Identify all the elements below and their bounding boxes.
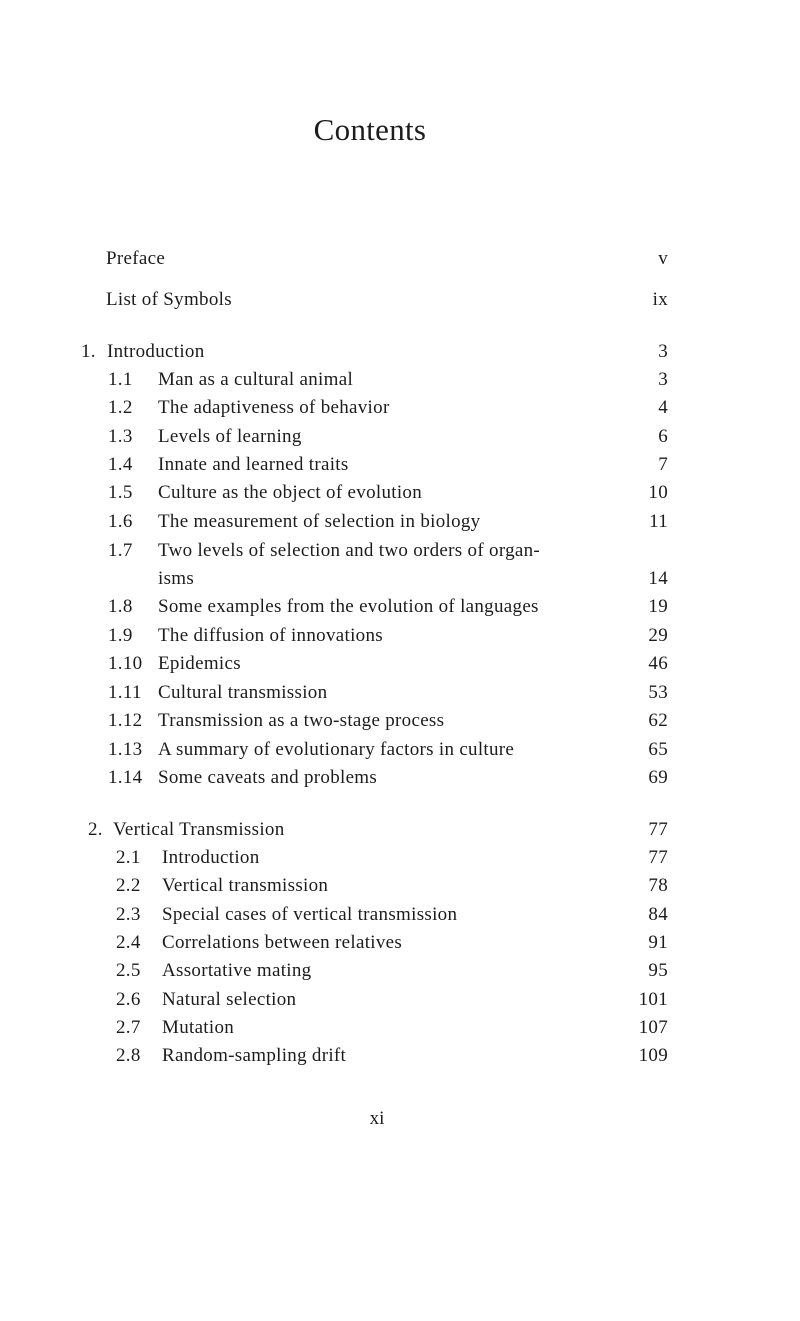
toc-page-number: 78 — [648, 875, 668, 896]
chapter-number: 2. — [88, 819, 103, 840]
section-number: 1.12 — [108, 710, 143, 731]
section-number: 2.8 — [116, 1045, 141, 1066]
toc-section-1-13[interactable] — [0, 736, 800, 764]
toc-section-1-2[interactable] — [0, 394, 800, 422]
toc-page-number: 7 — [658, 454, 668, 475]
section-number: 1.2 — [108, 397, 133, 418]
toc-section-1-6[interactable] — [0, 508, 800, 536]
toc-page-number: 53 — [648, 682, 668, 703]
section-title: Two levels of selection and two orders of organ- — [158, 540, 541, 561]
section-number: 1.7 — [108, 540, 133, 561]
section-number: 2.5 — [116, 960, 141, 981]
toc-page-number: 109 — [638, 1045, 668, 1066]
toc-section-1-9[interactable] — [0, 622, 800, 650]
toc-page-number: 19 — [648, 596, 668, 617]
toc-page-number: 3 — [658, 341, 668, 362]
section-title: The diffusion of innovations — [158, 625, 383, 646]
section-title: Innate and learned traits — [158, 454, 349, 475]
toc-entry-list-of-symbols[interactable] — [0, 286, 800, 314]
section-title: Some examples from the evolution of languages — [158, 596, 539, 617]
toc-page-number: 3 — [658, 369, 668, 390]
toc-page-number: 10 — [648, 482, 668, 503]
toc-page-number: 4 — [658, 397, 668, 418]
section-number: 1.11 — [108, 682, 142, 703]
section-title: The adaptiveness of behavior — [158, 397, 390, 418]
section-title: Assortative mating — [162, 960, 312, 981]
toc-section-1-5[interactable] — [0, 479, 800, 507]
toc-page-number: 69 — [648, 767, 668, 788]
toc-page-number: ix — [652, 289, 668, 310]
toc-section-1-1[interactable] — [0, 366, 800, 394]
section-title: Epidemics — [158, 653, 241, 674]
toc-page-number: 84 — [648, 904, 668, 925]
toc-section-2-7[interactable] — [0, 1014, 800, 1042]
section-title: Introduction — [162, 847, 260, 868]
section-title: Man as a cultural animal — [158, 369, 354, 390]
toc-page-number: 62 — [648, 710, 668, 731]
toc-section-1-11[interactable] — [0, 679, 800, 707]
toc-section-2-1[interactable] — [0, 844, 800, 872]
folio-page-number: xi — [369, 1108, 385, 1129]
toc-page-number: 65 — [648, 739, 668, 760]
chapter-title: Vertical Transmission — [113, 819, 285, 840]
toc-section-2-4[interactable] — [0, 929, 800, 957]
toc-section-2-5[interactable] — [0, 957, 800, 985]
section-number: 1.5 — [108, 482, 133, 503]
toc-section-1-7-continued[interactable] — [0, 565, 800, 593]
toc-section-1-14[interactable] — [0, 764, 800, 792]
section-title-continuation: isms — [158, 568, 195, 589]
section-number: 2.6 — [116, 989, 141, 1010]
toc-section-2-8[interactable] — [0, 1042, 800, 1070]
toc-section-2-6[interactable] — [0, 986, 800, 1014]
page-title: Contents — [313, 112, 427, 147]
section-title: Correlations between relatives — [162, 932, 403, 953]
toc-section-1-8[interactable] — [0, 593, 800, 621]
toc-section-1-4[interactable] — [0, 451, 800, 479]
chapter-number: 1. — [81, 341, 96, 362]
section-title: Some caveats and problems — [158, 767, 378, 788]
toc-section-1-12[interactable] — [0, 707, 800, 735]
section-number: 1.4 — [108, 454, 133, 475]
section-title: The measurement of selection in biology — [158, 511, 481, 532]
section-title: Special cases of vertical transmission — [162, 904, 458, 925]
toc-section-2-2[interactable] — [0, 872, 800, 900]
section-title: Cultural transmission — [158, 682, 328, 703]
section-number: 1.10 — [108, 653, 143, 674]
toc-page-number: 14 — [648, 568, 668, 589]
toc-page-number: 6 — [658, 426, 668, 447]
section-number: 1.3 — [108, 426, 133, 447]
section-title: Mutation — [162, 1017, 235, 1038]
toc-entry-label: Preface — [106, 248, 166, 269]
toc-section-1-3[interactable] — [0, 423, 800, 451]
section-number: 1.9 — [108, 625, 133, 646]
section-number: 1.1 — [108, 369, 133, 390]
toc-section-2-3[interactable] — [0, 901, 800, 929]
section-number: 1.13 — [108, 739, 143, 760]
toc-page-number: 46 — [648, 653, 668, 674]
section-number: 2.3 — [116, 904, 141, 925]
section-title: Random-sampling drift — [162, 1045, 347, 1066]
toc-page-number: v — [658, 248, 668, 269]
toc-entry-preface[interactable] — [0, 245, 800, 273]
section-number: 2.1 — [116, 847, 141, 868]
section-number: 2.7 — [116, 1017, 141, 1038]
section-title: Transmission as a two-stage process — [158, 710, 445, 731]
toc-page-number: 29 — [648, 625, 668, 646]
toc-chapter-2[interactable] — [0, 816, 800, 844]
toc-chapter-1[interactable] — [0, 338, 800, 366]
toc-page-number: 11 — [649, 511, 668, 532]
section-title: Levels of learning — [158, 426, 302, 447]
section-number: 2.4 — [116, 932, 141, 953]
toc-page-number: 77 — [648, 847, 668, 868]
toc-page-number: 91 — [648, 932, 668, 953]
section-number: 2.2 — [116, 875, 141, 896]
toc-page-number: 95 — [648, 960, 668, 981]
toc-page-number: 101 — [638, 989, 668, 1010]
section-title: Culture as the object of evolution — [158, 482, 422, 503]
section-title: Natural selection — [162, 989, 297, 1010]
section-number: 1.14 — [108, 767, 143, 788]
section-number: 1.8 — [108, 596, 133, 617]
section-title: A summary of evolutionary factors in culture — [158, 739, 515, 760]
toc-section-1-10[interactable] — [0, 650, 800, 678]
section-title: Vertical transmission — [162, 875, 329, 896]
toc-page-number: 77 — [648, 819, 668, 840]
toc-section-1-7[interactable] — [0, 537, 800, 565]
toc-page-number: 107 — [638, 1017, 668, 1038]
toc-entry-label: List of Symbols — [106, 289, 232, 310]
chapter-title: Introduction — [107, 341, 205, 362]
section-number: 1.6 — [108, 511, 133, 532]
